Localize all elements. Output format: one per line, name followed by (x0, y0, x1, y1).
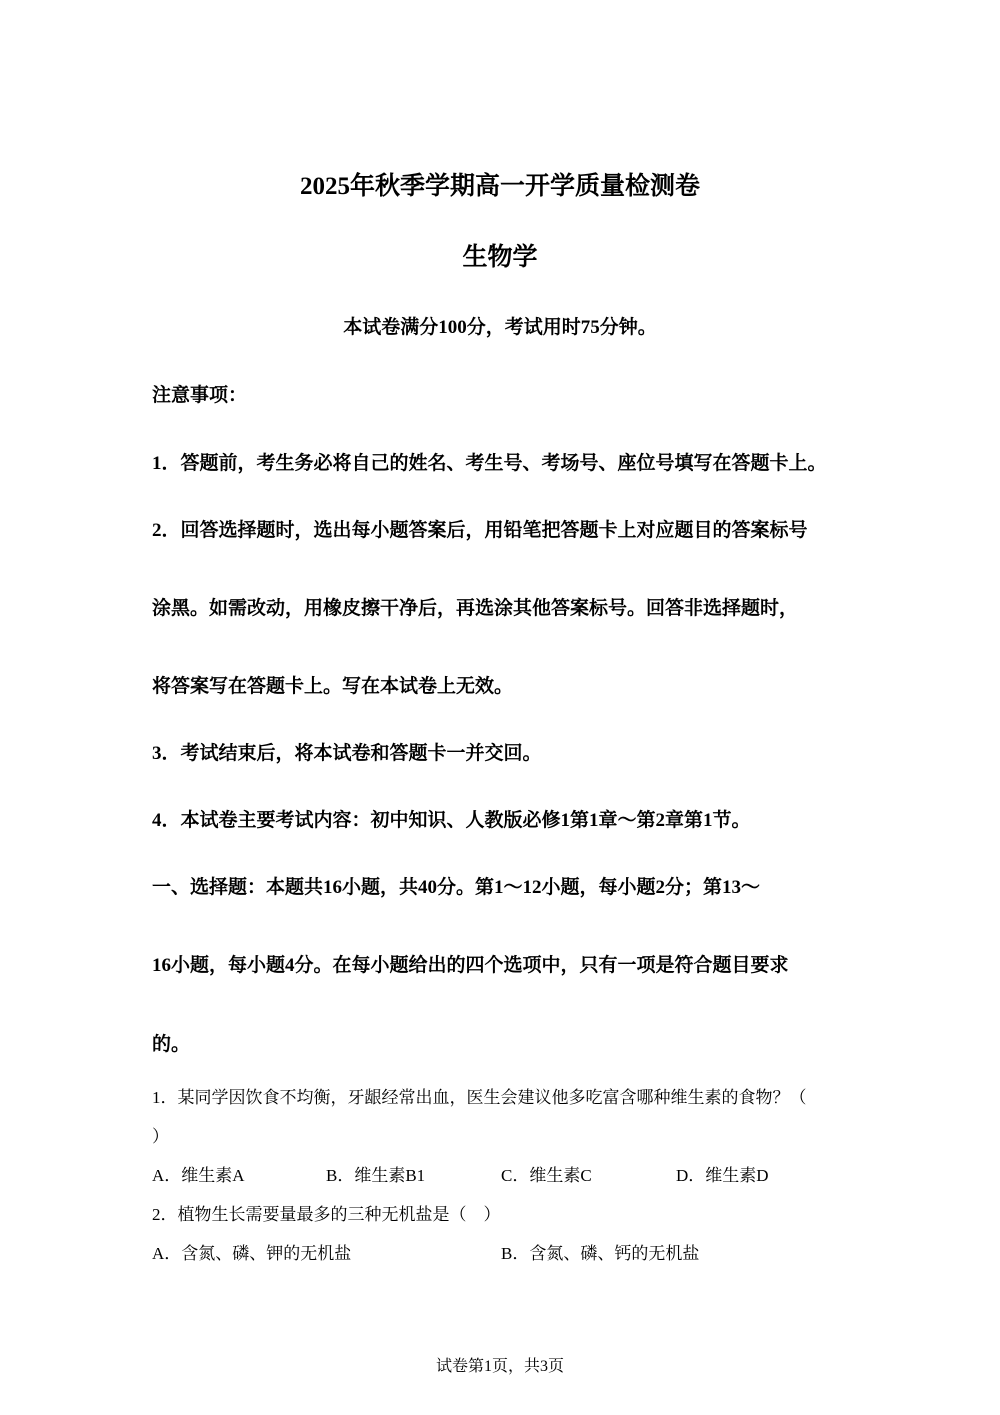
notice-heading: 注意事项： (152, 385, 248, 406)
page-footer: 试卷第1页，共3页 (435, 1358, 564, 1375)
option-c: C．维生素C (501, 1166, 592, 1185)
question-stem: 2．植物生长需要量最多的三种无机盐是（ ） (152, 1205, 501, 1224)
section-heading: 一、选择题：本题共16小题，共40分。第1～12小题，每小题2分；第13～ (152, 877, 761, 898)
notice-line: 2．回答选择题时，选出每小题答案后，用铅笔把答题卡上对应题目的答案标号 (152, 520, 808, 541)
option-a: A．含氮、磷、钾的无机盐 (152, 1244, 352, 1263)
notice-line: 4．本试卷主要考试内容：初中知识、人教版必修1第1章～第2章第1节。 (152, 810, 751, 831)
subject-title: 生物学 (462, 244, 538, 271)
exam-title: 2025年秋季学期高一开学质量检测卷 (299, 173, 700, 200)
section-heading: 的。 (152, 1034, 191, 1055)
notice-line: 1．答题前，考生务必将自己的姓名、考生号、考场号、座位号填写在答题卡上。 (152, 453, 827, 474)
section-heading: 16小题，每小题4分。在每小题给出的四个选项中，只有一项是符合题目要求 (152, 955, 789, 976)
notice-line: 将答案写在答题卡上。写在本试卷上无效。 (152, 676, 514, 697)
option-d: D．维生素D (676, 1166, 769, 1185)
option-b: B．含氮、磷、钙的无机盐 (501, 1244, 700, 1263)
notice-line: 涂黑。如需改动，用橡皮擦干净后，再选涂其他答案标号。回答非选择题时， (152, 598, 799, 619)
question-stem: 1．某同学因饮食不均衡，牙龈经常出血，医生会建议他多吃富含哪种维生素的食物？（ (152, 1088, 807, 1107)
option-b: B．维生素B1 (326, 1166, 426, 1185)
option-a: A．维生素A (152, 1166, 245, 1185)
question-stem: ） (152, 1127, 169, 1146)
exam-info: 本试卷满分100分，考试用时75分钟。 (343, 317, 657, 338)
notice-line: 3．考试结束后，将本试卷和答题卡一并交回。 (152, 743, 542, 764)
